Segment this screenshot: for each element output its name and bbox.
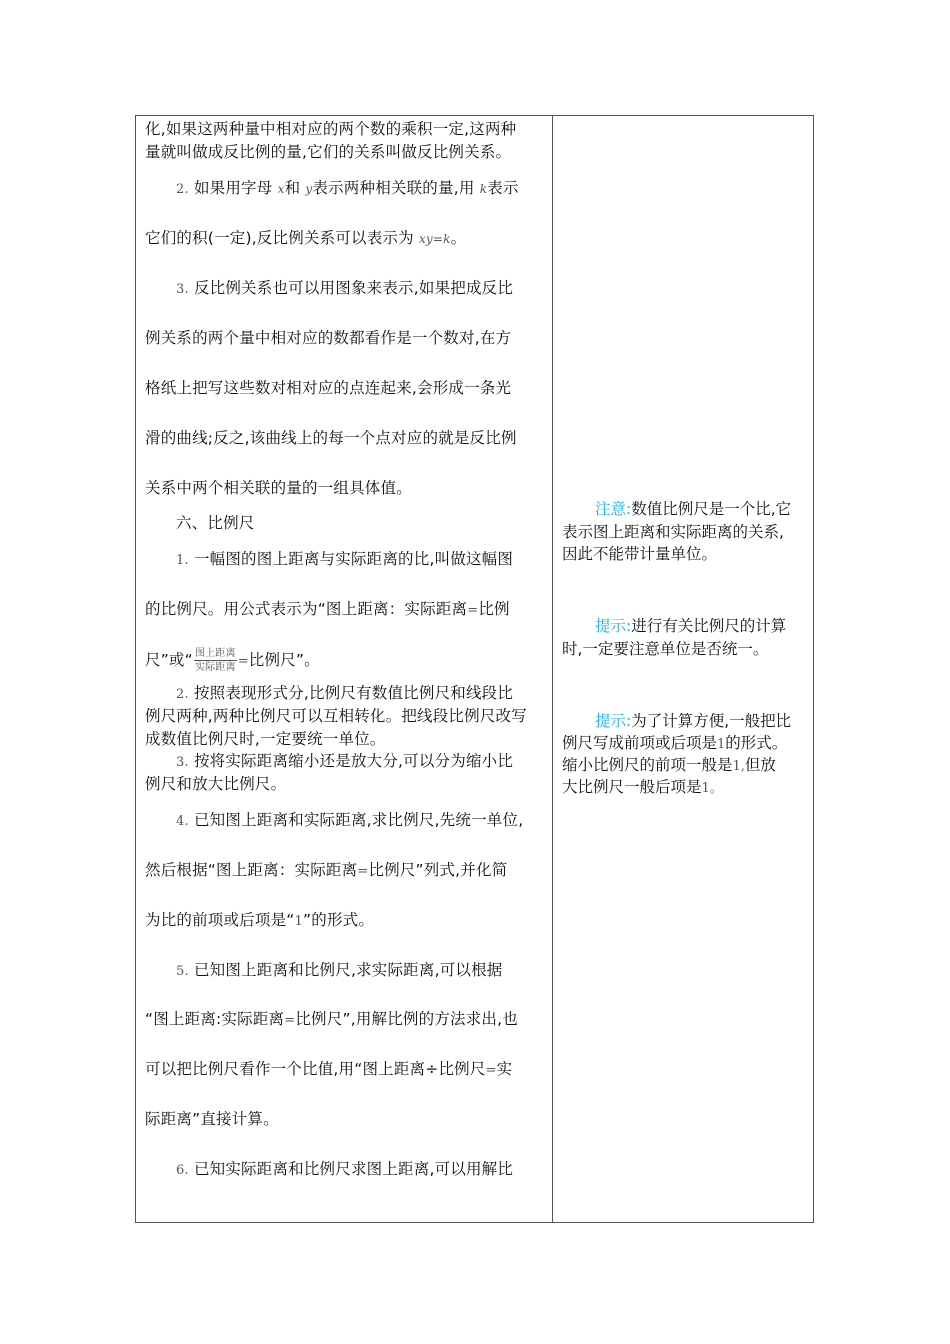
paragraph-s4 [176, 810, 523, 832]
number-one: 1 [294, 914, 304, 929]
note-line [562, 755, 776, 777]
text: 已知实际距离和比例尺求图上距离,可以用解比 [193, 1160, 514, 1178]
note-tag: 注意: [595, 500, 632, 518]
item-number: 4. [176, 814, 189, 829]
note-line: 因此不能带计量单位。 [562, 545, 718, 563]
text-line: 例关系的两个量中相对应的数都看作是一个数对,在方 [145, 329, 512, 347]
text: 。 [450, 229, 467, 247]
text: 按照表现形式分,比例尺有数值比例尺和线段比 [193, 684, 514, 702]
text-line [145, 1059, 512, 1081]
variable-y: y [305, 182, 313, 196]
text-line: 关系中两个相关联的量的一组具体值。 [145, 479, 412, 497]
text: 但放 [744, 756, 776, 774]
text: 它们的积(一定),反比例关系可以表示为 [145, 229, 414, 247]
number-one: 1, [732, 759, 745, 774]
text-line [145, 228, 466, 249]
text: 表示两种相关联的量,用 [312, 179, 475, 197]
text-line [145, 599, 510, 621]
text: 一幅图的图上距离与实际距离的比,叫做这幅图 [193, 550, 514, 568]
paragraph-2 [176, 178, 519, 200]
text: 然后根据“图上距离：实际距离 [145, 861, 358, 879]
equals-sign: = [237, 654, 249, 669]
text: 数值比例尺是一个比,它 [631, 500, 792, 518]
text: 实 [496, 1060, 513, 1078]
number-one: 1。 [701, 781, 723, 796]
equals-sign: = [284, 1013, 296, 1028]
column-divider [552, 115, 553, 1223]
variable-x: x [277, 182, 285, 196]
note-tag: 提示: [595, 712, 632, 730]
text: 表示 [487, 179, 519, 197]
note-tag: 提示: [595, 617, 632, 635]
text-line [145, 648, 320, 673]
text-line: 化,如果这两种量中相对应的两个数的乘积一定,这两种 [145, 120, 517, 138]
note-line [562, 777, 723, 799]
text: 进行有关比例尺的计算 [631, 617, 787, 635]
fraction-numerator: 图上距离 [194, 648, 236, 659]
text-line: 量就叫做成反比例的量,它们的关系叫做反比例关系。 [145, 143, 512, 161]
variable-k: k [479, 182, 488, 196]
text-line [145, 910, 374, 932]
paragraph-s5 [176, 960, 503, 982]
item-number: 3. [176, 755, 189, 770]
text: 按将实际距离缩小还是放大分,可以分为缩小比 [193, 752, 514, 770]
note-tip-2 [595, 711, 791, 732]
text-line [145, 860, 507, 882]
equals-sign: = [485, 1063, 497, 1078]
text: 的形式。 [725, 734, 788, 752]
item-number: 1. [176, 553, 189, 568]
equals-sign: = [467, 603, 479, 618]
note-line [562, 733, 787, 755]
text-line: 例尺和放大比例尺。 [145, 775, 287, 793]
text: 比例尺”,用解比例的方法求出,也 [295, 1010, 518, 1028]
note-attention [595, 499, 791, 520]
note-line: 表示图上距离和实际距离的关系, [562, 523, 784, 541]
item-number: 6. [176, 1163, 189, 1178]
fraction [194, 648, 237, 673]
text-line: 际距离”直接计算。 [145, 1110, 279, 1128]
text: 的比例尺。用公式表示为“图上距离：实际距离 [145, 600, 468, 618]
text-line: 滑的曲线;反之,该曲线上的每一个点对应的就是反比例 [145, 429, 517, 447]
text: 已知图上距离和实际距离,求比例尺,先统一单位, [193, 811, 524, 829]
text: 比例 [478, 600, 510, 618]
text-line [145, 1009, 518, 1031]
text: 可以把比例尺看作一个比值,用“图上距离÷比例尺 [145, 1060, 486, 1078]
text: ”的形式。 [303, 911, 375, 929]
text: 为了计算方便,一般把比 [631, 712, 792, 730]
text: 缩小比例尺的前项一般是 [562, 756, 733, 774]
paragraph-s2 [176, 683, 513, 705]
paragraph-s1 [176, 549, 513, 571]
text: 和 [284, 179, 301, 197]
text: 比例尺”列式,并化简 [368, 861, 508, 879]
paragraph-s6 [176, 1159, 513, 1181]
text-line: 成数值比例尺时,一定要统一单位。 [145, 730, 386, 748]
note-line: 时,一定要注意单位是否统一。 [562, 640, 769, 658]
item-number: 5. [176, 964, 189, 979]
text: 反比例关系也可以用图象来表示,如果把成反比 [193, 279, 514, 297]
text: 比例尺”。 [248, 651, 320, 669]
equals-sign: = [357, 864, 369, 879]
text-line: 格纸上把写这些数对相对应的点连起来,会形成一条光 [145, 379, 512, 397]
text: 大比例尺一般后项是 [562, 778, 702, 796]
fraction-denominator: 实际距离 [194, 662, 236, 673]
section-heading: 六、比例尺 [176, 514, 255, 532]
item-number: 3. [176, 282, 189, 297]
number-one: 1 [717, 737, 726, 752]
paragraph-3 [176, 278, 513, 300]
text: 如果用字母 [193, 179, 273, 197]
note-tip-1 [595, 616, 786, 637]
text: 尺”或“ [145, 651, 193, 669]
text: 已知图上距离和比例尺,求实际距离,可以根据 [193, 961, 503, 979]
paragraph-s3 [176, 751, 513, 773]
item-number: 2. [176, 687, 189, 702]
text: 例尺写成前项或后项是 [562, 734, 718, 752]
text-line: 例尺两种,两种比例尺可以互相转化。把线段比例尺改写 [145, 707, 527, 725]
text: “图上距离:实际距离 [145, 1010, 285, 1028]
formula: xy=k [418, 232, 451, 246]
item-number: 2. [176, 182, 189, 197]
text: 为比的前项或后项是“ [145, 911, 295, 929]
